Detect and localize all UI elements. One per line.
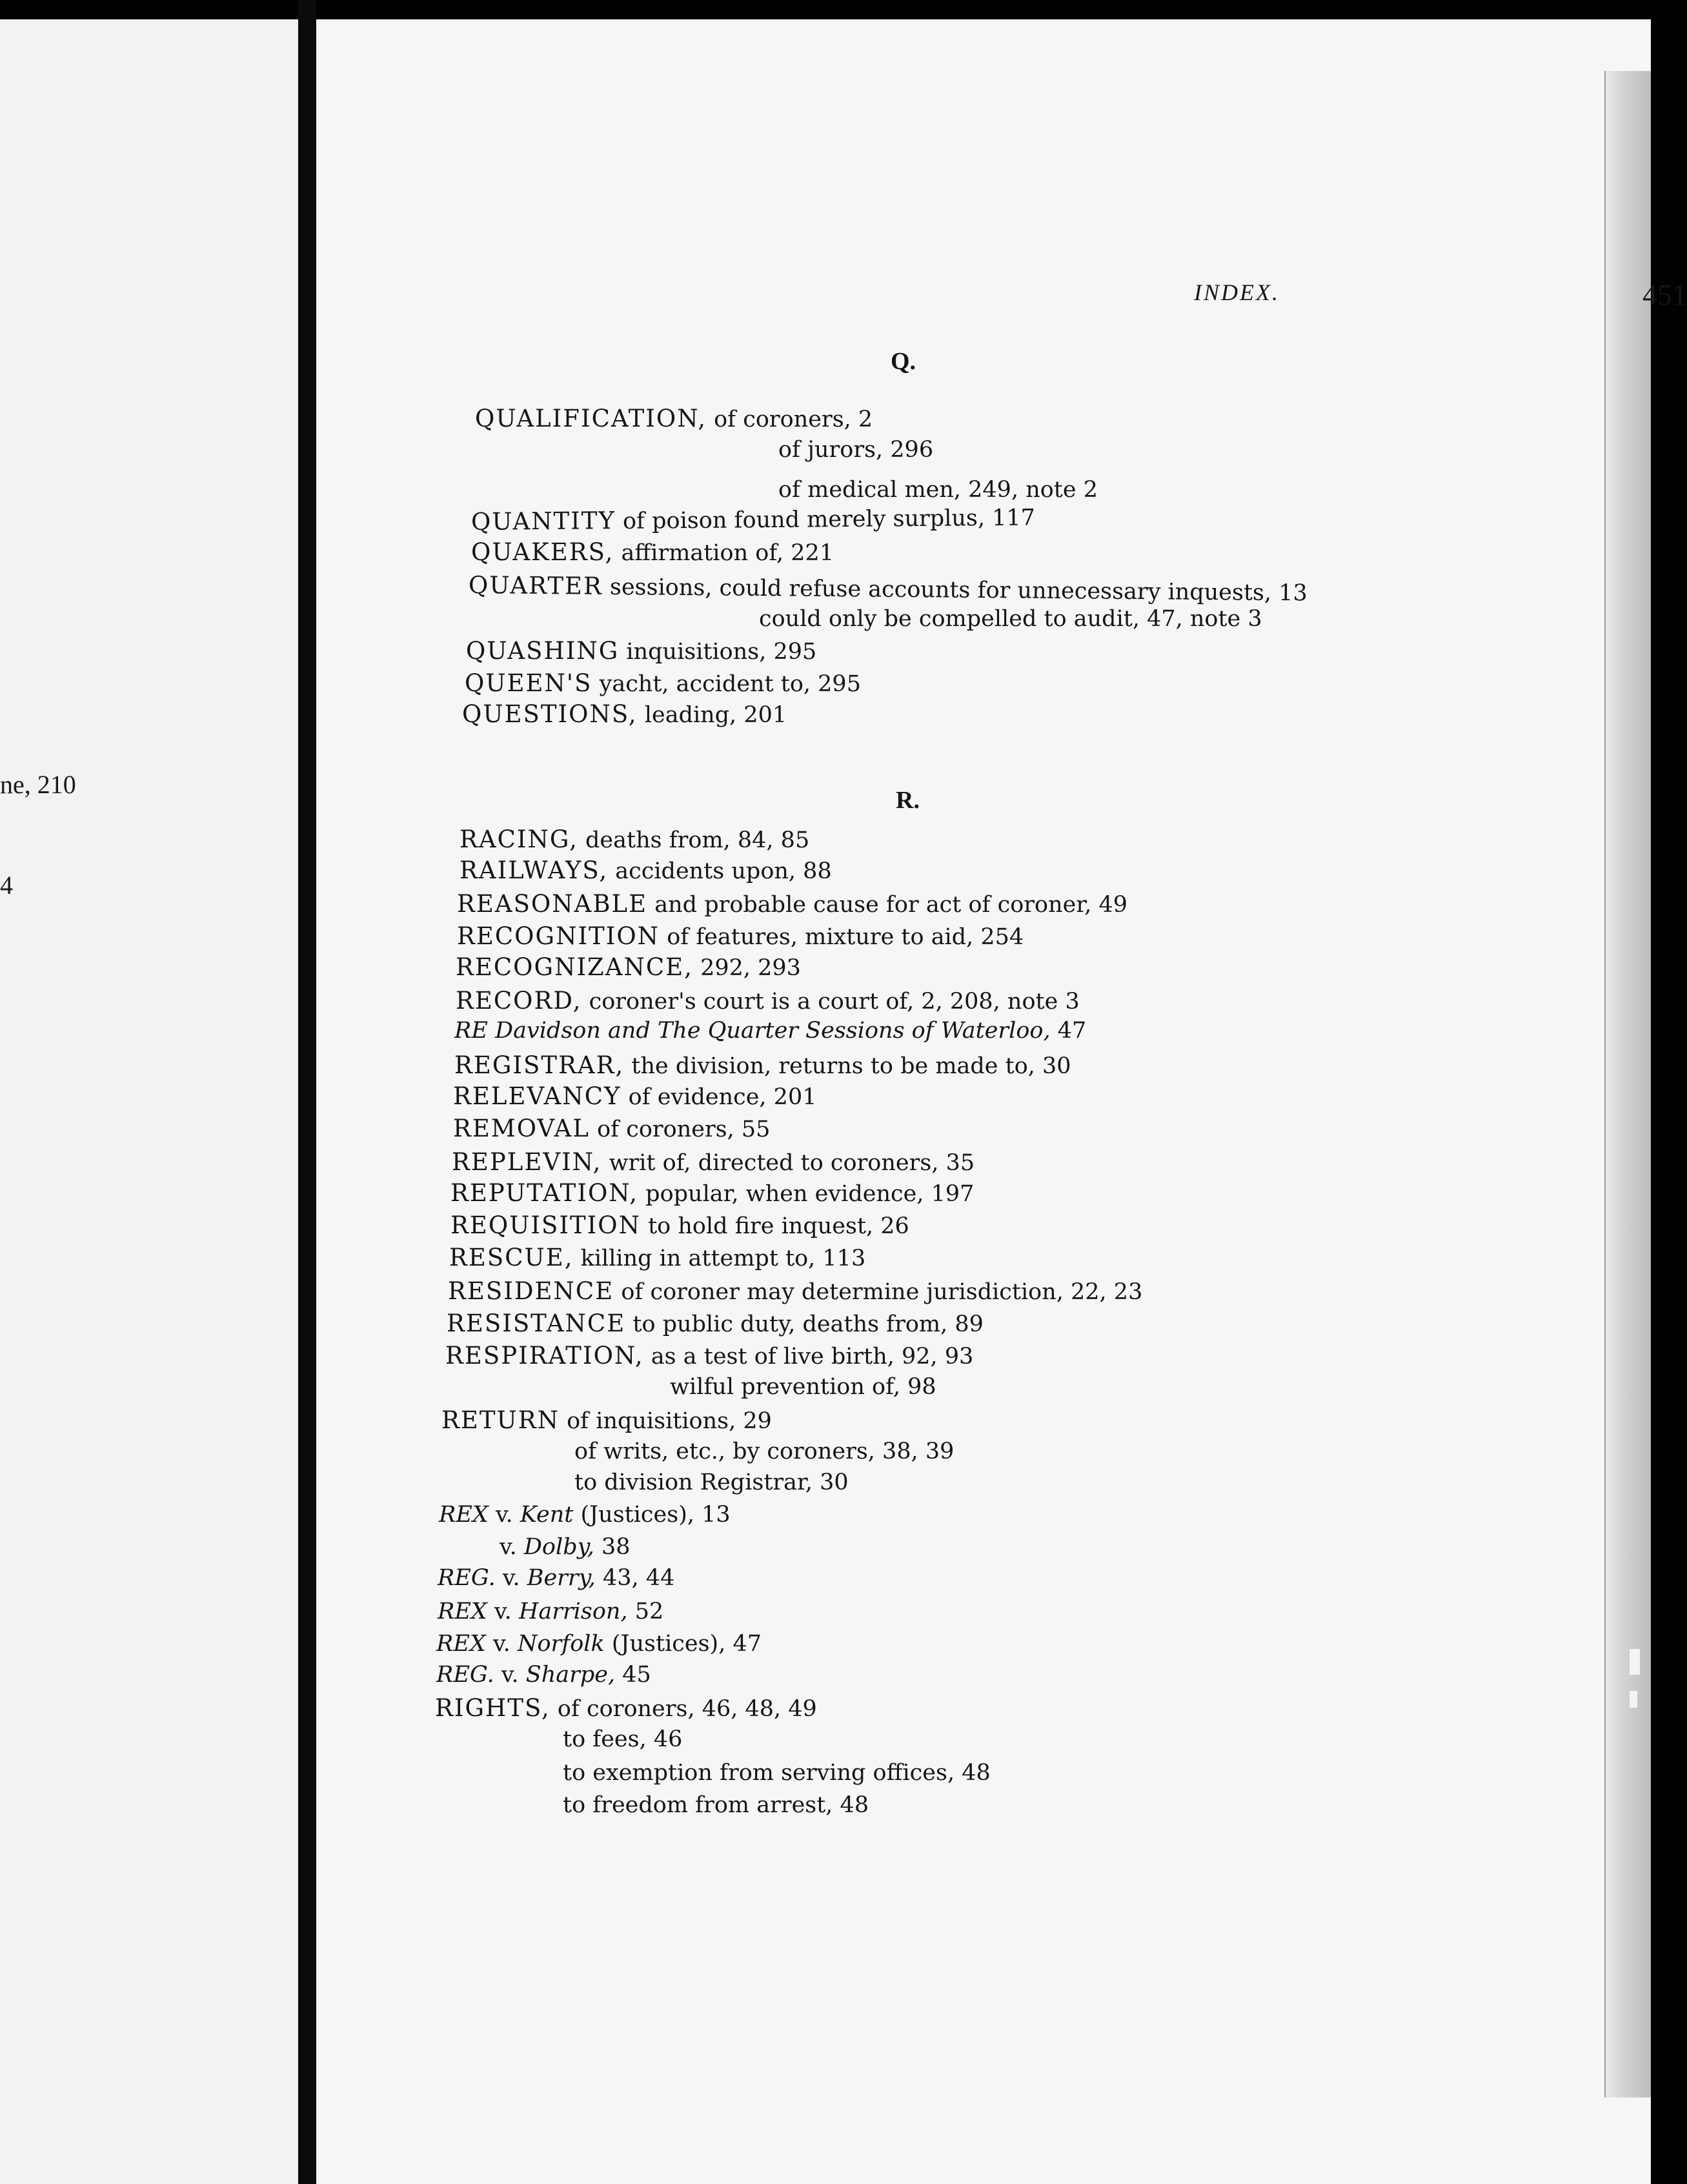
index-entry-text: of poison found merely surplus, 117 (615, 505, 1036, 535)
index-entry (460, 827, 809, 852)
index-entry-text: 292, 293 (692, 955, 801, 981)
index-entry-text: of features, mixture to aid, 254 (660, 924, 1024, 950)
index-heading-word: QUARTER (468, 571, 603, 600)
index-entry (471, 505, 1035, 534)
index-entry (563, 1762, 991, 1785)
index-heading-word: RELEVANCY (453, 1082, 621, 1110)
case-name: REG. (438, 1565, 496, 1591)
index-entry-text: to public duty, deaths from, 89 (625, 1311, 984, 1337)
index-entry-text: as a test of live birth, 92, 93 (643, 1344, 974, 1370)
index-entry-text: v. (487, 1599, 519, 1624)
left-page-fragment: 4 (0, 871, 13, 900)
index-entry (574, 1441, 954, 1463)
index-heading-word: QUESTIONS, (462, 700, 638, 728)
index-entry-text: (Justices), 47 (604, 1631, 762, 1657)
index-entry (563, 1728, 682, 1751)
index-entry (452, 1150, 975, 1175)
index-heading-word: REMOVAL (453, 1115, 590, 1142)
index-entry (456, 989, 1080, 1013)
index-entry (469, 573, 1308, 605)
index-heading-word: QUANTITY (470, 507, 616, 536)
section-heading: R. (896, 787, 920, 814)
index-entry (456, 955, 801, 980)
left-page-fragment: ne, 210 (0, 770, 76, 799)
index-entry-text: the division, returns to be made to, 30 (624, 1053, 1071, 1079)
index-entry-text: of coroners, 2 (706, 407, 873, 432)
case-name: Norfolk (517, 1631, 605, 1657)
index-entry-text: yacht, accident to, 295 (592, 671, 861, 697)
case-name: Harrison, (518, 1599, 628, 1624)
index-entry-text: (Justices), 13 (573, 1502, 731, 1528)
index-entry-text: v. (494, 1662, 526, 1688)
edge-mark (1630, 1649, 1640, 1675)
index-entry-text: of coroners, 46, 48, 49 (550, 1696, 817, 1722)
index-heading-word: RESISTANCE (447, 1309, 626, 1337)
index-entry-text: 52 (627, 1599, 664, 1624)
index-entry-text: v. (495, 1565, 527, 1591)
index-heading-word: RETURN (441, 1406, 560, 1434)
index-entry (778, 439, 933, 461)
index-entry-text: v. (500, 1534, 524, 1560)
index-entry (500, 1536, 631, 1559)
index-entry-text: to hold fire inquest, 26 (640, 1213, 909, 1239)
index-heading-word: QUASHING (466, 637, 620, 665)
index-entry (457, 924, 1024, 949)
index-entry-text: writ of, directed to coroners, 35 (601, 1150, 975, 1176)
index-entry (450, 1181, 974, 1206)
index-heading-word: QUAKERS, (471, 538, 614, 566)
index-entry-text: to fees, 46 (563, 1726, 683, 1752)
index-entry-text: affirmation of, 221 (614, 540, 834, 566)
index-entry-text: v. (488, 1502, 520, 1528)
index-entry-text: and probable cause for act of coroner, 49 (647, 892, 1128, 918)
index-entry (438, 1601, 663, 1623)
case-name: Sharpe, (525, 1662, 616, 1688)
index-entry-text: leading, 201 (637, 702, 787, 728)
case-name: REX (438, 1599, 487, 1624)
case-name: REX (439, 1502, 489, 1528)
index-heading-word: QUEEN'S (465, 669, 592, 697)
index-entry (778, 479, 1098, 501)
page-edge (1604, 71, 1651, 2098)
index-entry-text: deaths from, 84, 85 (578, 827, 810, 853)
case-name: REX (436, 1631, 486, 1657)
case-name: RE Davidson and The Quarter Sessions of Waterloo, (454, 1018, 1051, 1044)
case-name: Kent (520, 1502, 574, 1528)
index-entry (453, 1117, 770, 1141)
index-entry (449, 1246, 865, 1270)
index-entry-text: popular, when evidence, 197 (638, 1181, 975, 1207)
index-entry (441, 1408, 772, 1433)
index-entry (447, 1311, 984, 1336)
index-entry-text: of jurors, 296 (778, 437, 934, 463)
index-entry (439, 1504, 731, 1526)
index-entry-text: of coroner may determine jurisdiction, 22, 23 (614, 1279, 1143, 1305)
index-entry-text: 47 (1050, 1018, 1087, 1044)
index-entry (457, 892, 1127, 916)
index-entry (454, 1053, 1071, 1078)
index-entry (466, 639, 816, 663)
edge-mark (1630, 1691, 1637, 1708)
index-heading-word: REPLEVIN, (452, 1148, 602, 1176)
index-entry-text: could only be compelled to audit, 47, note 3 (759, 606, 1262, 632)
case-name: Berry, (527, 1565, 596, 1591)
index-entry-text: of medical men, 249, note 2 (778, 477, 1098, 503)
index-entry-text: killing in attempt to, 113 (573, 1246, 866, 1271)
index-heading-word: RESCUE, (449, 1244, 574, 1271)
running-title: INDEX. (1194, 279, 1280, 305)
index-entry (759, 608, 1262, 631)
index-heading-word: QUALIFICATION, (475, 405, 707, 432)
index-entry-text: 45 (615, 1662, 651, 1688)
index-entry (438, 1567, 674, 1590)
index-entry-text: wilful prevention of, 98 (670, 1374, 936, 1400)
index-entry-text: inquisitions, 295 (619, 639, 817, 665)
index-entry-text: v. (485, 1631, 518, 1657)
index-entry (453, 1084, 817, 1109)
index-entry (471, 540, 834, 565)
index-heading-word: RECORD, (456, 987, 582, 1015)
index-entry-text: to exemption from serving offices, 48 (563, 1760, 991, 1786)
index-entry-text: to division Registrar, 30 (574, 1470, 849, 1495)
index-entry (445, 1344, 973, 1368)
book-gutter (298, 0, 316, 2184)
index-heading-word: RACING, (460, 825, 578, 853)
index-entry (462, 702, 787, 727)
index-entry (475, 407, 873, 431)
index-heading-word: RESIDENCE (448, 1277, 614, 1305)
index-entry-text: of writs, etc., by coroners, 38, 39 (574, 1439, 955, 1464)
index-entry-text: to freedom from arrest, 48 (563, 1792, 869, 1818)
case-name: REG. (436, 1662, 494, 1688)
index-entry (436, 1664, 651, 1686)
index-entry (563, 1794, 869, 1817)
index-entry (448, 1279, 1142, 1304)
index-entry-text: coroner's court is a court of, 2, 208, note 3 (581, 989, 1080, 1015)
index-entry-text: accidents upon, 88 (608, 858, 832, 884)
index-entry (574, 1471, 849, 1494)
index-entry (450, 1213, 909, 1238)
index-entry (436, 1633, 762, 1655)
index-heading-word: REGISTRAR, (454, 1051, 625, 1079)
index-entry-text: of evidence, 201 (621, 1084, 817, 1110)
index-heading-word: RECOGNITION (457, 922, 660, 950)
index-heading-word: REPUTATION, (450, 1179, 639, 1207)
index-heading-word: RIGHTS, (435, 1694, 551, 1722)
index-entry (670, 1376, 936, 1399)
index-entry (460, 858, 832, 883)
left-page (0, 19, 298, 2184)
index-entry-text: sessions, could refuse accounts for unnecessary inquests, 13 (602, 574, 1308, 607)
index-heading-word: RAILWAYS, (460, 856, 609, 884)
index-heading-word: RESPIRATION, (445, 1342, 644, 1370)
case-name: Dolby, (523, 1534, 594, 1560)
index-entry (465, 671, 861, 696)
index-heading-word: REQUISITION (450, 1211, 641, 1239)
index-entry (435, 1696, 817, 1721)
index-entry (454, 1020, 1086, 1042)
index-entry-text: of inquisitions, 29 (559, 1408, 772, 1434)
section-heading: Q. (891, 348, 916, 375)
index-entry-text: 38 (594, 1534, 631, 1560)
index-entry-text: of coroners, 55 (589, 1117, 771, 1142)
right-page (316, 19, 1687, 2184)
index-heading-word: REASONABLE (457, 890, 648, 918)
index-entry-text: 43, 44 (595, 1565, 675, 1591)
page-number: 451 (1642, 278, 1687, 311)
index-heading-word: RECOGNIZANCE, (456, 953, 693, 981)
